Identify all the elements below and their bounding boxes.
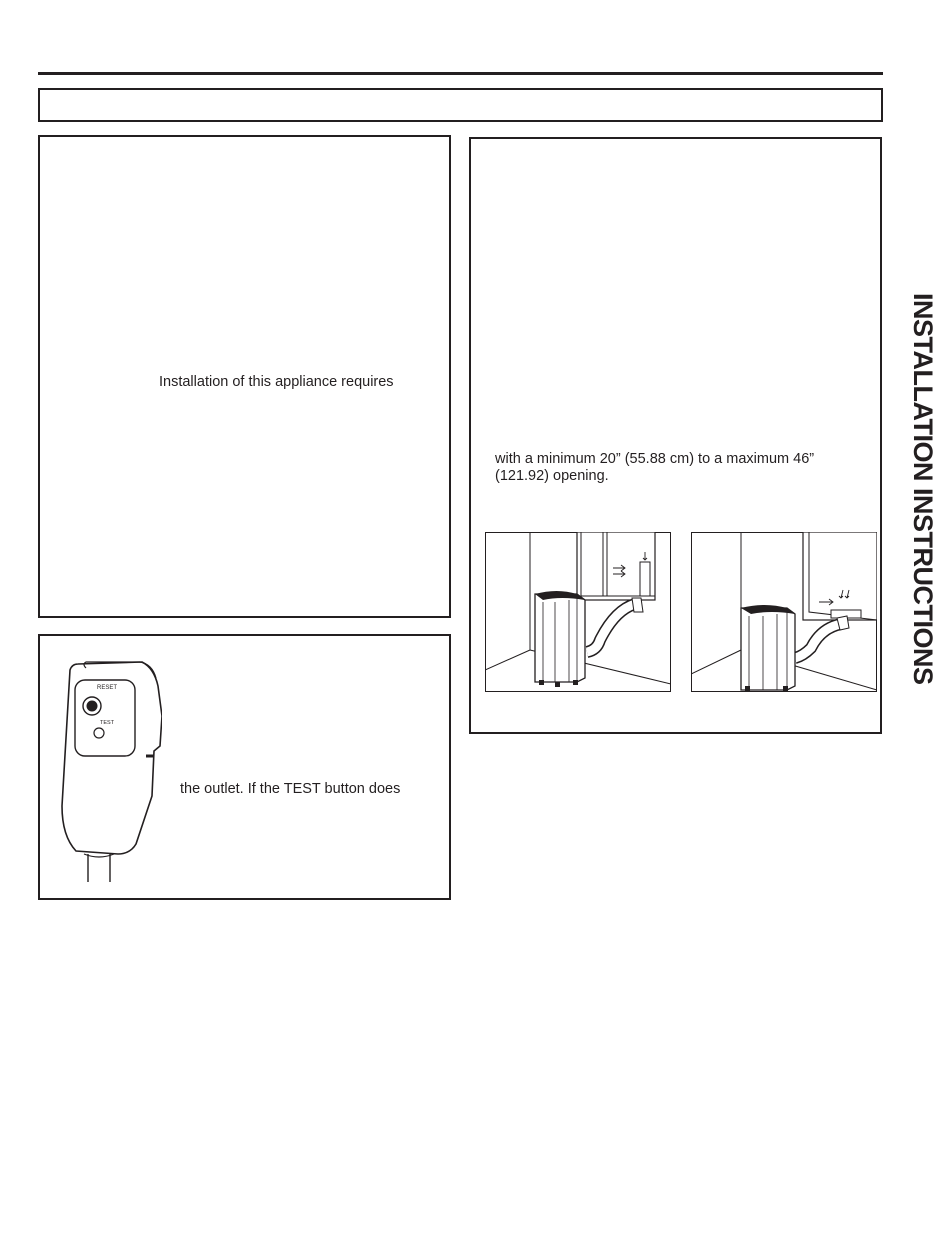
vertical-window-illustration [691,532,877,692]
electrical-requirements-box [38,135,451,618]
power-plug-illustration [50,656,162,886]
horizontal-window-illustration [485,532,671,692]
side-title-text: INSTALLATION INSTRUCTIONS [908,292,938,685]
section-title-bar [38,88,883,122]
window-text-line-2: (121.92) opening. [495,468,609,484]
top-rule [38,72,883,75]
window-text-line-1: with a minimum 20” (55.88 cm) to a maximum 46” [495,451,815,467]
gfci-text-line: the outlet. If the TEST button does [180,781,401,797]
electrical-text-line: Installation of this appliance requires [159,374,394,390]
power-cord-box [38,634,451,900]
window-opening-box [469,137,882,734]
side-title [900,36,945,941]
test-label: TEST [100,720,115,726]
reset-label: RESET [97,685,118,691]
